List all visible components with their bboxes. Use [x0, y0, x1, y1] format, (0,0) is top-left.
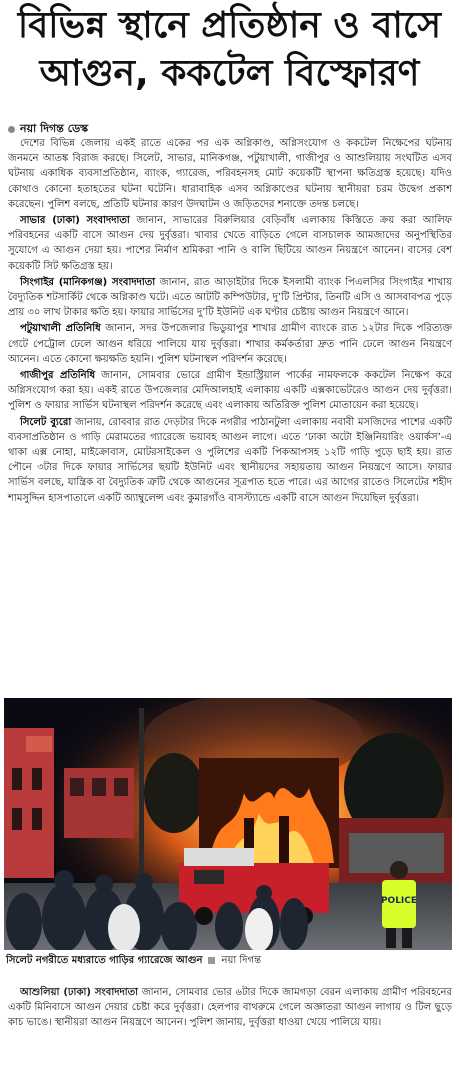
sylhet-text: জানায়, রোববার রাত দেড়টার দিকে নগরীর পাঠানটুলা এলাকায় নবাবী মসজিদের পাশের একটি ব্যবসাপ্রতিষ্ঠান ও গাড়ি মেরামতের গ্যারেজে ভয়াবহ আগুন লাগে। এতে ‘ঢাকা অটো ইঞ্জিনিয়ারিং ওয়ার্কস’-এ থাকা এক্স নোহা, মাইক্রোবাস, মোটরসাইকেল ও পুলিশের একটি পিকআপসহ ১২টি গাড়ি পুড়ে ছাই হয়। রাত পৌনে ৩টার দিকে ফায়ার সার্ভিসের ছয়টি ইউনিট এবং স্থানীয়দের সহায়তায় আগুন নিয়ন্ত্রণে আসে। ফায়ার সার্ভিস বলছে, যান্ত্রিক বা বৈদ্যুতিক ত্রুটি থেকে আগুনের সূত্রপাত হতে পারে। এর আগের রাতেও সিলেটের শহীদ শামসুদ্দিন হাসপাতালে একটি অ্যাম্বুলেন্স এবং কুমারগাঁও বাসস্ট্যান্ডে একটি বাসে আগুন দিয়েছিল দুর্বৃত্তরা।: [8, 416, 452, 504]
gazipur-text: জানান, সোমবার ভোরে গ্রামীণ ইন্ডাস্ট্রিয়াল পার্কের নামফলকে ককটেল নিক্ষেপ করে অগ্নিসংযোগ করা হয়। একই রাতে উপজেলার মেদিআলহাই এলাকায় একটি এক্সকাভেটরেও আগুন দেয় দুর্বৃত্তরা। পুলিশ ও ফায়ার সার্ভিস ঘটনাস্থল পরিদর্শন করেছে এবং এলাকায় অতিরিক্ত পুলিশ মোতায়েন করা হয়েছে।: [8, 370, 453, 412]
ashulia-article: [8, 985, 452, 1031]
patuakhali-text: জানান, সদর উপজেলার ভিডুয়াপুর শাখার গ্রামীণ ব্যাংকে রাত ১২টার দিকে পরিত্যক্ত গেটে পেট্রোল ঢেলে আগুন ধরিয়ে পালিয়ে যায় দুর্বৃত্তরা। শাখার কর্মকর্তারা দ্রুত পানি ঢেলে আগুন নিয়ন্ত্রণে আনেন। এতে কোনো ক্ষয়ক্ষতি হয়নি। পুলিশ ঘটনাস্থল পরিদর্শন করেছে।: [8, 323, 452, 365]
singair-paragraph: [8, 275, 452, 321]
ashulia-paragraph: [8, 985, 452, 1031]
headline: [6, 2, 453, 98]
sylhet-paragraph: [8, 415, 452, 506]
intro-paragraph: দেশের বিভিন্ন জেলায় একই রাতে একের পর এক অগ্নিকাণ্ড, অগ্নিসংযোগ ও ককটেল নিক্ষেপের ঘটনায় জনমনে আতঙ্ক বিরাজ করছে। সিলেট, সাভার, মানিকগঞ্জ, পটুয়াখালী, গাজীপুর ও আশুলিয়ায় সংঘটিত এসব ঘটনায় একাধিক ব্যবসাপ্রতিষ্ঠান, ব্যাংক, গ্যারেজ, পরিবহনসহ মোট কয়েকটি স্থাপনা ক্ষতিগ্রস্ত হয়েছে। যদিও কোথাও কোনো হতাহতের ঘটনা ঘটেনি। ধারাবাহিক এসব অগ্নিকাণ্ডের ঘটনায় স্থানীয়রা চরম উদ্বেগ প্রকাশ করেছেন। পুলিশ বলছে, প্রতিটি ঘটনার কারণ উদঘাটন ও জড়িতদের শনাক্তে তদন্ত চলছে।: [8, 138, 452, 210]
savar-lead: সাভার (ঢাকা) সংবাদদাতা: [20, 215, 130, 227]
photo-caption: [6, 954, 452, 968]
article-body: [8, 136, 452, 507]
caption-text: সিলেট নগরীতে মধ্যরাতে গাড়ির গ্যারেজে আগুন: [6, 955, 203, 966]
sylhet-lead: সিলেট ব্যুরো: [20, 416, 72, 428]
singair-text: জানান, রাত আড়াইটার দিকে ইসলামী ব্যাংক পিএলসির সিংগাইর শাখায় বৈদ্যুতিক শটসার্কিট থেকে অগ্নিকাণ্ড ঘটে। এতে আটটি কম্পিউটার, দু’টি প্রিন্টার, তিনটি এসি ও আসবাবপত্র পুড়ে প্রায় ৩০ লাখ টাকার ক্ষতি হয়। ফায়ার সার্ভিসের দু’টি ইউনিট এক ঘণ্টার চেষ্টায় আগুন নিয়ন্ত্রণে আনে।: [8, 276, 452, 319]
ashulia-text: জানান, সোমবার ভোর ৬টার দিকে জামগড়া বেরন এলাকায় গ্রামীণ পরিবহনের একটি মিনিবাসে আগুন দেয়ার চেষ্টা করে দুর্বৃত্তরা। হেলপার বাথরুমে গেলে অজ্ঞাতরা আগুন লাগায় ও টিল ছুড়ে কাচ ভাঙে। স্থানীয়রা আগুন নিয়ন্ত্রণে আনেন। পুলিশ জানায়, দুর্বৃত্তরা ধাওয়া খেয়ে পালিয়ে যায়।: [8, 987, 452, 1029]
white-shirt-person: [108, 904, 140, 950]
bullet-icon: [8, 126, 15, 133]
square-bullet-icon: [208, 957, 215, 964]
headline-line-2: আগুন, ককটেল বিস্ফোরণ: [39, 53, 420, 94]
desk-label: নয়া দিগন্ত ডেস্ক: [20, 122, 89, 135]
police-vest-text: POLICE: [380, 896, 418, 906]
gazipur-lead: গাজীপুর প্রতিনিধি: [20, 370, 96, 382]
savar-paragraph: [8, 213, 452, 274]
headline-line-1: বিভিন্ন স্থানে প্রতিষ্ঠান ও বাসে: [17, 5, 442, 46]
gazipur-paragraph: [8, 368, 452, 414]
savar-text: জানান, সাভারের বিরুলিয়ার বেড়িবাঁধ এলাকায় কিস্তিতে ক্রয় করা আলিফ পরিবহনের একটি বাসে আগুন দেয় দুর্বৃত্তরা। খাবার খেতে বাড়িতে গেলে বাসচালক আমজাদের অনুপস্থিতির সুযোগে এ আগুন দেয়া হয়। পাশের নির্মাণ শ্রমিকরা পানি ও বালি ছিটিয়ে আগুন নিয়ন্ত্রণে আনেন। বাসের বেশ কয়েকটি সিট ক্ষতিগ্রস্ত হয়।: [8, 215, 452, 272]
fire-scene-illustration: [4, 698, 452, 950]
ashulia-lead: আশুলিয়া (ঢাকা) সংবাদদাতা: [20, 987, 139, 998]
white-shirt-person-2: [245, 908, 273, 950]
news-photo: [4, 698, 452, 950]
singair-lead: সিংগাইর (মানিকগঞ্জ) সংবাদদাতা: [20, 276, 156, 288]
patuakhali-paragraph: [8, 321, 452, 367]
patuakhali-lead: পটুয়াখালী প্রতিনিধি: [20, 323, 101, 335]
tree-left: [144, 753, 204, 833]
caption-source: নয়া দিগন্ত: [221, 955, 261, 966]
